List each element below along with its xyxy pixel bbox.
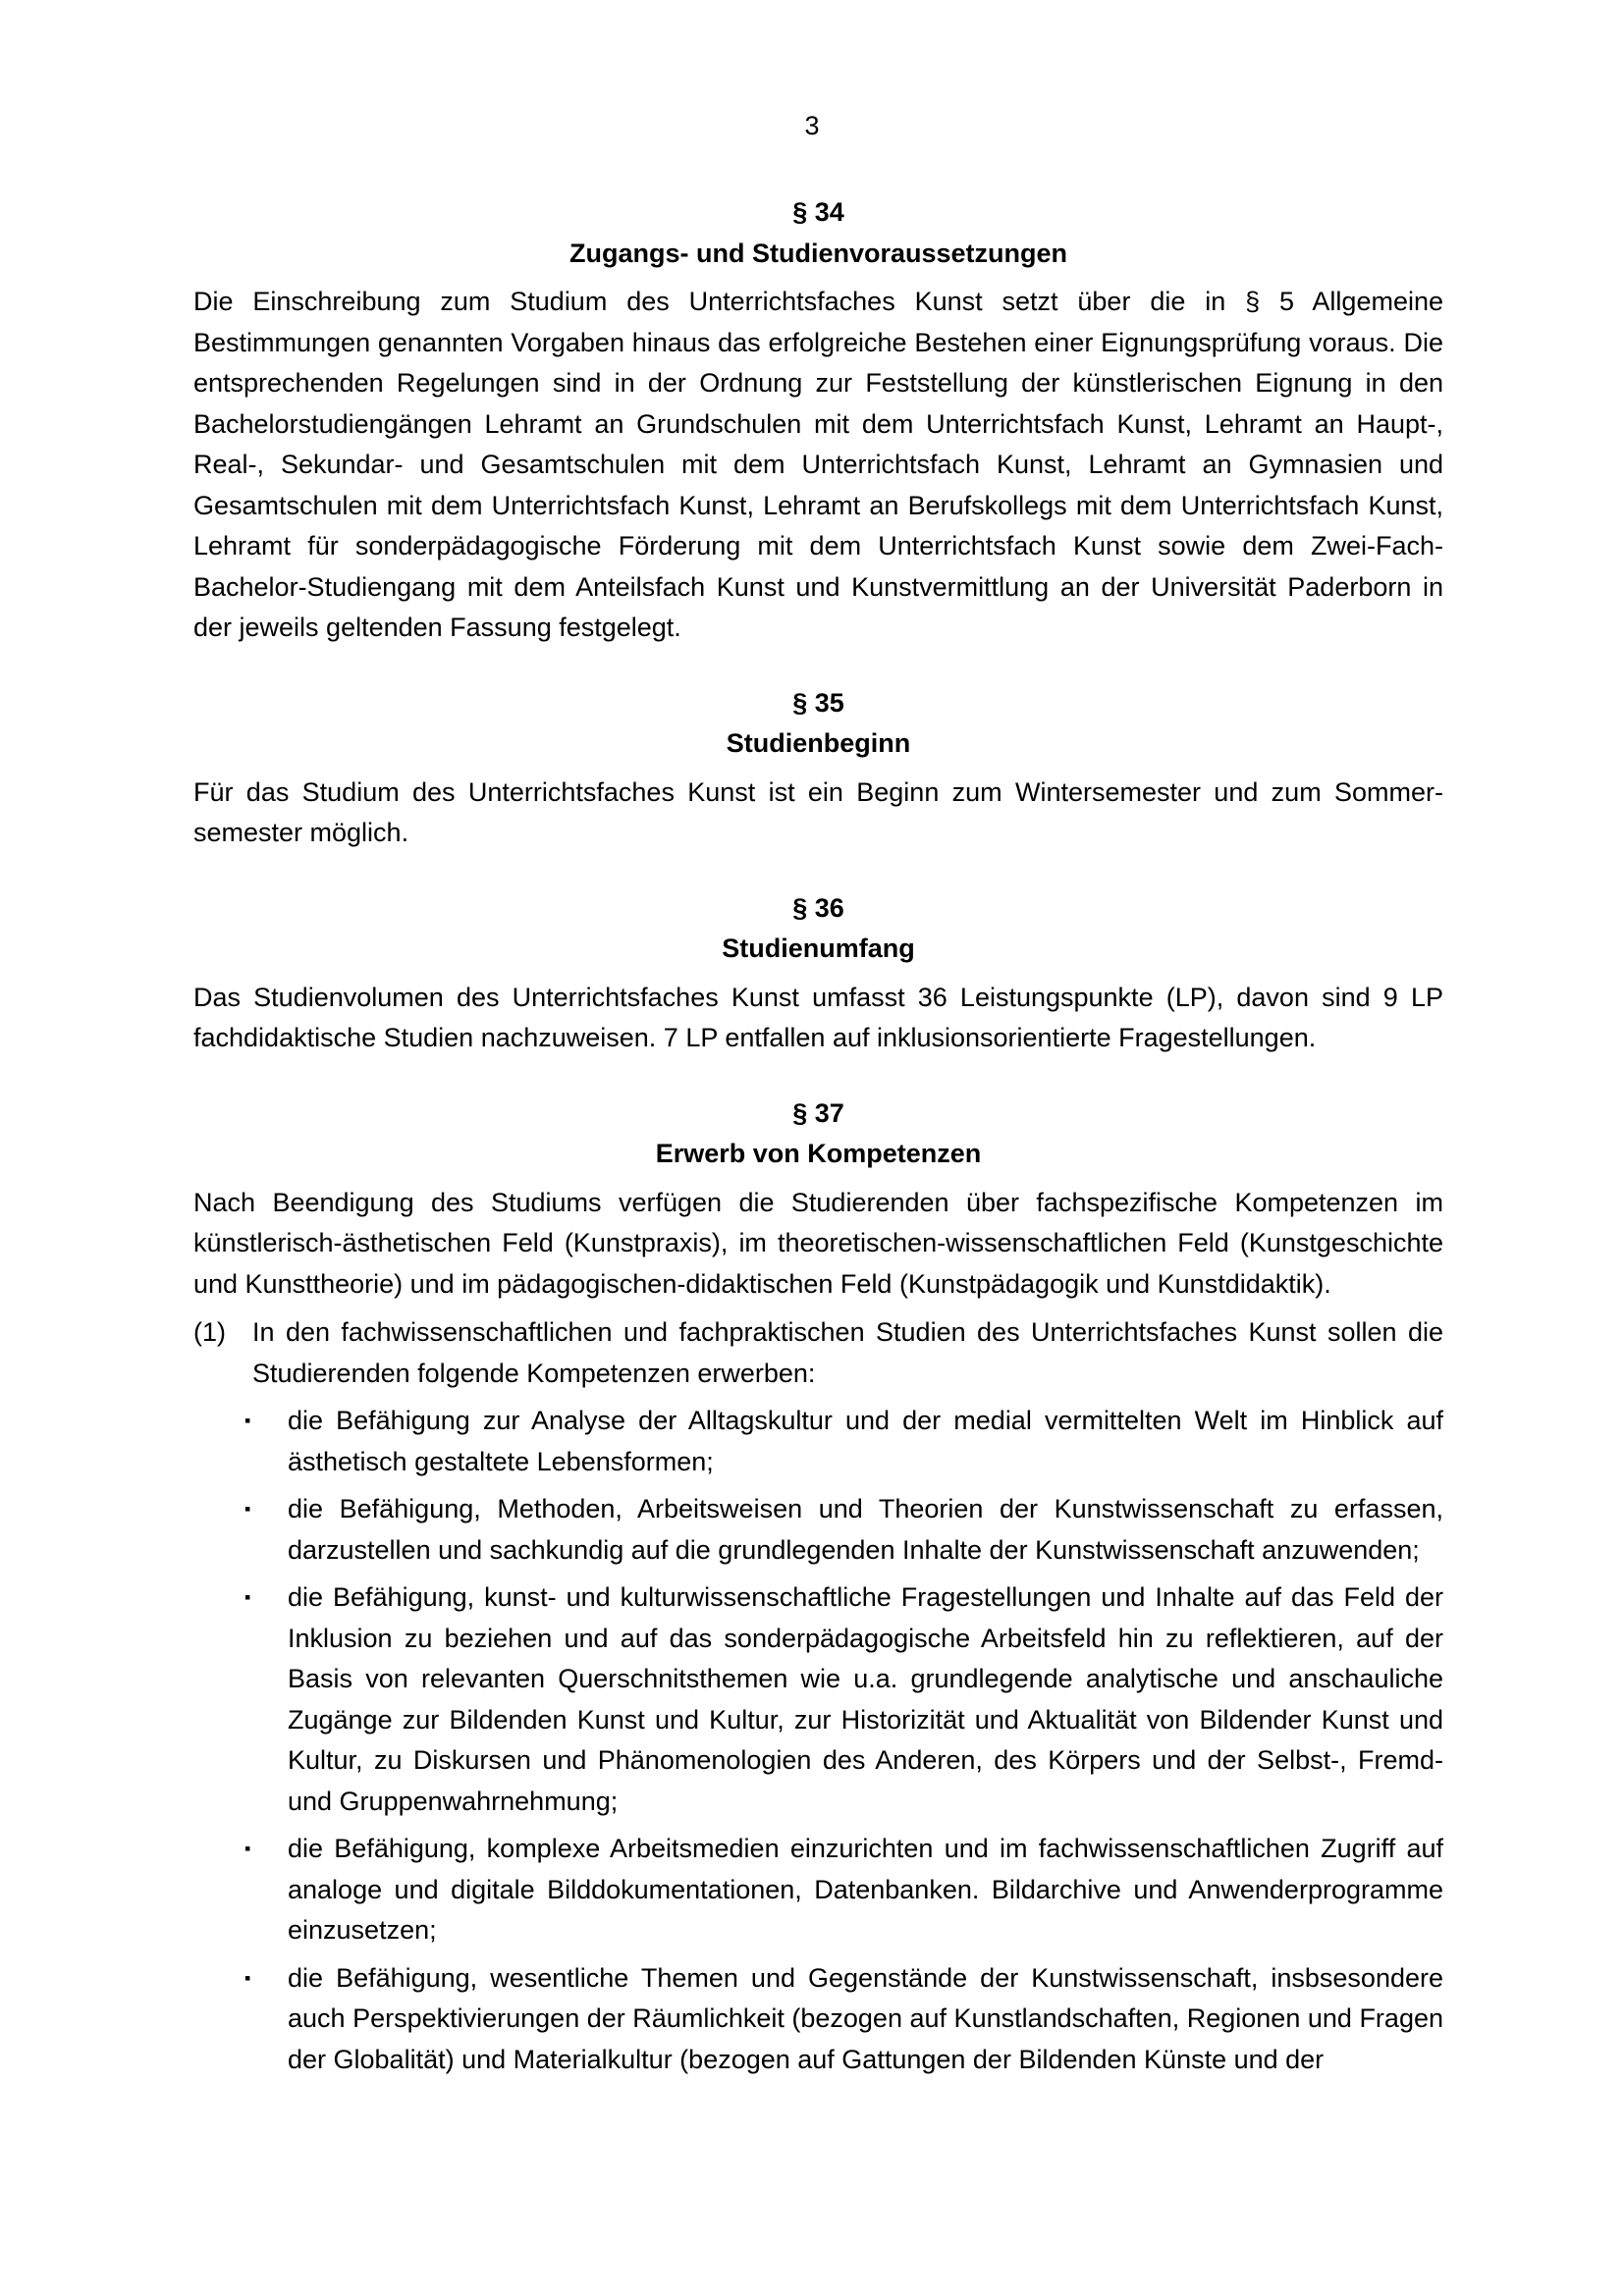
- page-number: 3: [804, 111, 820, 140]
- section-number: § 34: [792, 197, 844, 227]
- section-34: [193, 192, 1443, 649]
- section-paragraph: Die Einschreibung zum Studium des Unterrichtsfaches Kunst setzt über die in § 5 Allgemeine Bestimmungen genannten Vorgaben hinaus das erfolgreiche Bestehen einer Eignungsprüfung voraus. Die entsprechenden Regelungen sind in der Ordnung zur Feststellung der künstlerischen Eignung in den Bachelorstudiengängen Lehramt an Grundschulen mit dem Unterrichtsfach Kunst, Lehramt an Haupt-, Real-, Sekundar- und Gesamtschulen mit dem Unterrichtsfach Kunst, Lehramt an Gymnasien und Gesamtschulen mit dem Unterrichtsfach Kunst, Lehramt an Berufskollegs mit dem Unterrichtsfach Kunst, Lehramt für sonderpädagogische Förderung mit dem Unterrichtsfach Kunst sowie dem Zwei-Fach-Bachelor-Studiengang mit dem Anteilsfach Kunst und Kunstvermittlung an der Universität Paderborn in der jeweils geltenden Fassung festgelegt.: [193, 287, 1443, 642]
- list-item-text: die Befähigung, kunst- und kulturwissenschaftliche Fragestellungen und Inhalte auf das Feld der Inklusion zu beziehen und auf das sonderpädagogische Arbeitsfeld hin zu reflektieren, auf der Basis von relevanten Querschnitsthemen wie u.a. grundlegende analytische und anschauliche Zugänge zur Bildenden Kunst und Kultur, zur Historizität und Aktualität von Bildender Kunst und Kultur, zu Diskursen und Phänomenologien des Anderen, des Körpers und der Selbst-, Fremd- und Gruppenwahrnehmung;: [288, 1582, 1443, 1816]
- section-title: Studienbeginn: [726, 728, 911, 758]
- numbered-item: [193, 1312, 1443, 1394]
- list-item: [244, 1577, 1443, 1822]
- section-paragraph: Nach Beendigung des Studiums verfügen die Studierenden über fachspezifische Kompetenzen im künstlerisch-ästhetischen Feld (Kunstpraxis), im theoretischen-wissenschaftlichen Feld (Kunstgeschichte und Kunsttheorie) und im pädagogischen-didaktischen Feld (Kunstpädagogik und Kunstdidaktik).: [193, 1187, 1443, 1299]
- bullet-square-icon: ▪: [244, 1411, 251, 1430]
- section-37: [193, 1094, 1443, 2081]
- list-item-text: die Befähigung zur Analyse der Alltagskultur und der medial vermittelten Welt im Hinblick auf ästhetisch gestaltete Lebensformen;: [288, 1406, 1443, 1476]
- list-item: [244, 1489, 1443, 1571]
- section-paragraph: Für das Studium des Unterrichtsfaches Kunst ist ein Beginn zum Wintersemester und zum Sommer-semester möglich.: [193, 776, 1443, 847]
- item-text: In den fachwissenschaftlichen und fachpraktischen Studien des Unterrichtsfaches Kunst sollen die Studierenden folgende Kompetenzen erwerben:: [252, 1317, 1443, 1388]
- section-36: [193, 888, 1443, 1059]
- section-35: [193, 683, 1443, 854]
- section-number: § 35: [792, 687, 844, 718]
- item-number: (1): [193, 1317, 226, 1347]
- section-title: Erwerb von Kompetenzen: [655, 1139, 982, 1168]
- list-item-text: die Befähigung, wesentliche Themen und Gegenstände der Kunstwissenschaft, insbsesondere auch Perspektivierungen der Räumlichkeit (bezogen auf Kunstlandschaften, Regionen und Fragen der Globalität) und Materialkultur (bezogen auf Gattungen der Bildenden Künste und der: [288, 1962, 1443, 2074]
- list-item: [244, 1958, 1443, 2081]
- competence-list: [193, 1401, 1443, 2080]
- list-item-text: die Befähigung, komplexe Arbeitsmedien einzurichten und im fachwissenschaftlichen Zugriff auf analoge und digitale Bilddokumentationen, Datenbanken. Bildarchive und Anwenderprogramme einzusetzen;: [288, 1834, 1443, 1945]
- section-number: § 36: [792, 892, 844, 923]
- section-title: Zugangs- und Studienvoraussetzungen: [568, 238, 1067, 268]
- list-item-text: die Befähigung, Methoden, Arbeitsweisen und Theorien der Kunstwissenschaft zu erfassen, darzustellen und sachkundig auf die grundlegenden Inhalte der Kunstwissenschaft anzuwenden;: [288, 1494, 1443, 1565]
- bullet-square-icon: ▪: [244, 1967, 251, 1988]
- list-item: [244, 1829, 1443, 1951]
- section-title: Studienumfang: [722, 934, 915, 963]
- section-number: § 37: [792, 1097, 844, 1128]
- section-paragraph: Das Studienvolumen des Unterrichtsfaches Kunst umfasst 36 Leistungspunkte (LP), davon sind 9 LP fachdidaktische Studien nachzuweisen. 7 LP entfallen auf inklusionsorientierte Fragestellungen.: [193, 982, 1443, 1052]
- bullet-square-icon: ▪: [244, 1587, 251, 1607]
- page-content: [193, 192, 1443, 2080]
- bullet-square-icon: ▪: [244, 1499, 251, 1519]
- list-item: [244, 1401, 1443, 1482]
- bullet-square-icon: ▪: [244, 1839, 251, 1858]
